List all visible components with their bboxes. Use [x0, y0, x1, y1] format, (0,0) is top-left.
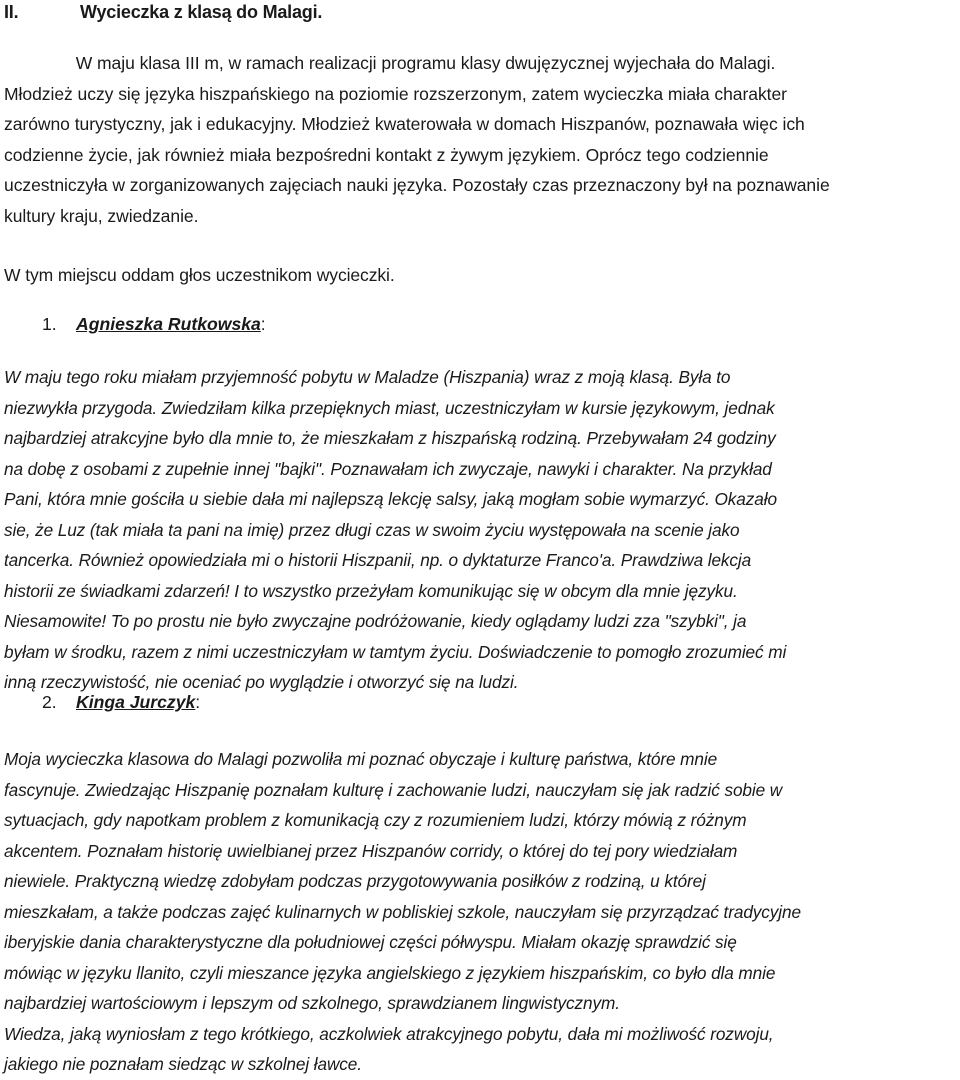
text-line: Niesamowite! To po prostu nie było zwyczajne podróżowanie, kiedy oglądamy ludzi zza "szybki", ja — [4, 611, 747, 631]
text-line: inną rzeczywistość, nie oceniać po wyglądzie i otworzyć się na ludzi. — [4, 672, 519, 692]
participant-text-2 — [4, 744, 956, 1080]
intro-paragraph — [4, 48, 956, 231]
participant-heading-2 — [42, 692, 200, 713]
text-line: na dobę z osobami z zupełnie innej "bajki". Poznawałam ich zwyczaje, nawyki i charakter. Na przykład — [4, 458, 772, 479]
participant-colon: : — [260, 314, 266, 334]
participant-heading-1 — [42, 314, 266, 335]
text-line: mieszkałam, a także podczas zajęć kulinarnych w pobliskiej szkole, nauczyłam się przyrządzać tradycyjne — [4, 901, 801, 922]
participant-text-1 — [4, 362, 956, 698]
intro-line: Młodzież uczy się języka hiszpańskiego na poziomie rozszerzonym, zatem wycieczka miała charakter — [4, 83, 787, 104]
text-line: akcentem. Poznałam historię uwielbianej przez Hiszpanów corridy, o której do tej pory wiedziałam — [4, 840, 738, 861]
text-line: niewiele. Praktyczną wiedzę zdobyłam podczas przygotowywania posiłków z rodziną, u której — [4, 871, 706, 891]
voice-paragraph — [4, 260, 956, 291]
section-heading — [4, 2, 322, 28]
section-title: Wycieczka z klasą do Malagi. — [80, 2, 323, 22]
text-line: Pani, która mnie gościła u siebie dała mi najlepszą lekcję salsy, jaką mogłam sobie wymarzyć. Okazało — [4, 489, 777, 509]
participant-number: 2. — [42, 692, 57, 712]
participant-name: Kinga Jurczyk — [76, 692, 196, 712]
text-line: byłam w środku, razem z nimi uczestniczyłam w tamtym życiu. Doświadczenie to pomogło zrozumieć mi — [4, 641, 787, 662]
text-line: jakiego nie poznałam siedząc w szkolnej ławce. — [4, 1054, 362, 1074]
text-line: historii ze świadkami zdarzeń! I to wszystko przeżyłam komunikując się w obcym dla mnie języku. — [4, 580, 738, 601]
text-line: niezwykła przygoda. Zwiedziłam kilka przepięknych miast, uczestniczyłam w kursie językowym, jednak — [4, 397, 775, 418]
participant-colon: : — [195, 692, 201, 712]
intro-line: zarówno turystyczny, jak i edukacyjny. Młodzież kwaterowała w domach Hiszpanów, poznawała więc ich — [4, 114, 805, 134]
text-line: W maju tego roku miałam przyjemność pobytu w Maladze (Hiszpania) wraz z moją klasą. Była to — [4, 367, 731, 387]
intro-line: W maju klasa III m, w ramach realizacji programu klasy dwujęzycznej wyjechała do Malagi. — [75, 53, 776, 73]
text-line: tancerka. Również opowiedziała mi o historii Hiszpanii, np. o dyktaturze Franco'a. Prawdziwa lekcja — [4, 550, 752, 570]
participant-number: 1. — [42, 314, 57, 334]
text-line: iberyjskie dania charakterystyczne dla południowej części półwyspu. Miałam okazję sprawdzić się — [4, 932, 737, 952]
intro-line: kultury kraju, zwiedzanie. — [4, 205, 199, 226]
voice-line: W tym miejscu oddam głos uczestnikom wycieczki. — [4, 265, 395, 285]
section-number: II. — [4, 2, 19, 22]
text-line: sytuacjach, gdy napotkam problem z komunikacją czy z rozumieniem ludzi, którzy mówią z różnym — [4, 810, 747, 830]
participant-name: Agnieszka Rutkowska — [76, 314, 261, 334]
text-line: mówiąc w języku llanito, czyli mieszance języka angielskiego z językiem hiszpańskim, co było dla mnie — [4, 962, 776, 983]
intro-line: uczestniczyła w zorganizowanych zajęciach nauki języka. Pozostały czas przeznaczony był na poznawanie — [4, 175, 830, 195]
intro-line: codzienne życie, jak również miała bezpośredni kontakt z żywym językiem. Oprócz tego codziennie — [4, 144, 769, 165]
text-line: sie, że Luz (tak miała ta pani na imię) przez długi czas w swoim życiu występowała na scenie jako — [4, 519, 740, 540]
text-line: fascynuje. Zwiedzając Hiszpanię poznałam kulturę i zachowanie ludzi, nauczyłam się jak radzić sobie w — [4, 779, 783, 800]
text-line: najbardziej wartościowym i lepszym od szkolnego, sprawdzianem lingwistycznym. — [4, 993, 620, 1013]
text-line: Moja wycieczka klasowa do Malagi pozwoliła mi poznać obyczaje i kulturę państwa, które mnie — [4, 749, 718, 769]
text-line: Wiedza, jaką wyniosłam z tego krótkiego, aczkolwiek atrakcyjnego pobytu, dała mi możliwość rozwoju, — [4, 1023, 774, 1044]
text-line: najbardziej atrakcyjne było dla mnie to, że mieszkałam z hiszpańską rodziną. Przebywałam 24 godziny — [4, 428, 776, 448]
